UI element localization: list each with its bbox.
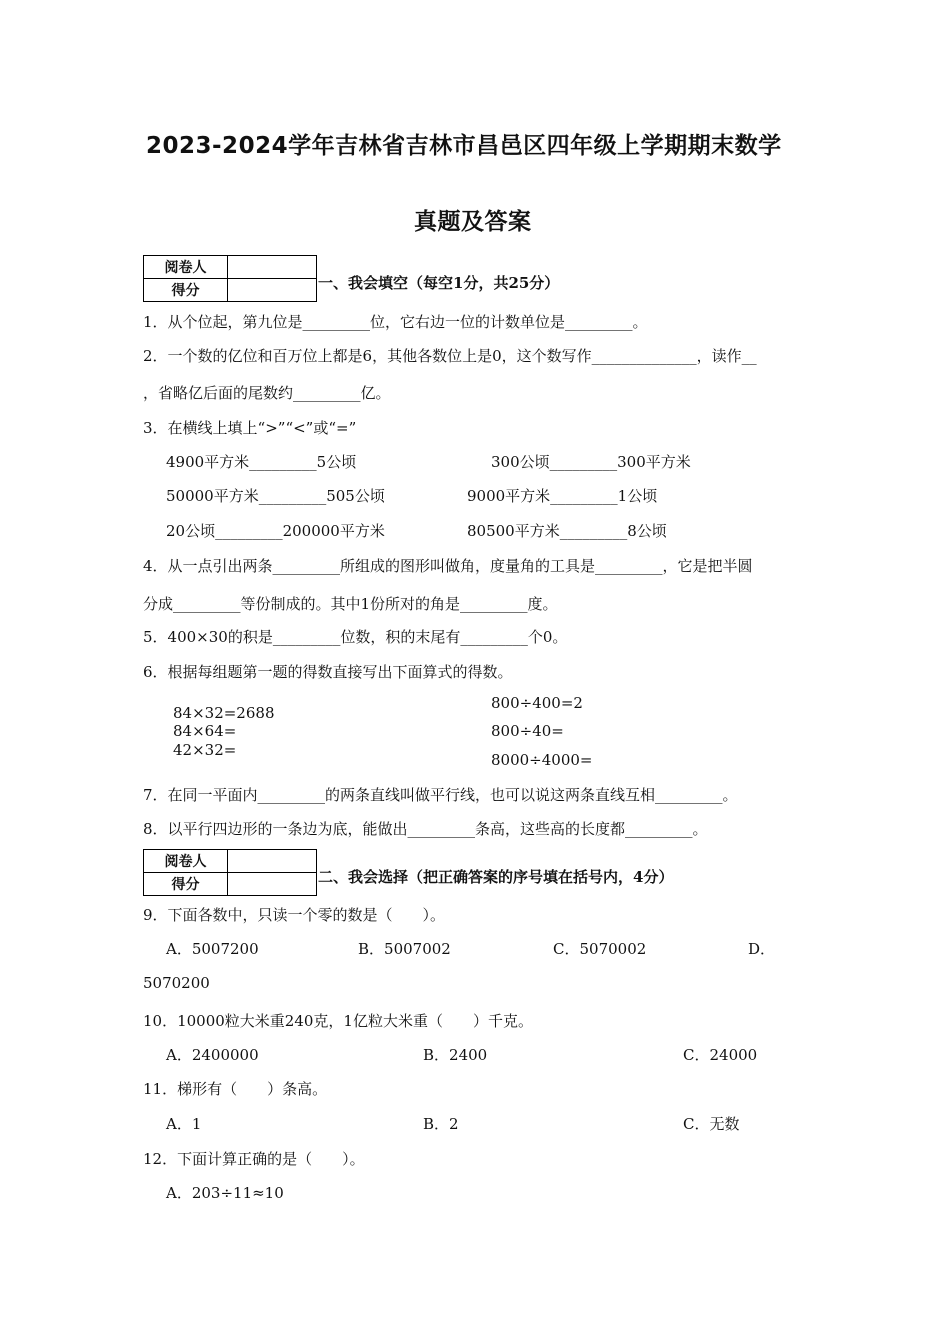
q6-left-item: 42×32= [173,741,237,759]
q12-option: A．203÷11≈10 [166,1184,284,1202]
reviewer-blank [228,256,317,279]
q11-option: C．无数 [683,1115,740,1133]
section-2-heading: 二、我会选择（把正确答案的序号填在括号内，4分） [318,868,674,886]
question-2-line1: 2．一个数的亿位和百万位上都是6，其他各数位上是0，这个数写作______________，读作__ [143,347,757,365]
q11-option: A．1 [166,1115,202,1133]
question-10: 10．10000粒大米重240克，1亿粒大米重（ ）千克。 [143,1012,533,1030]
section-1-heading: 一、我会填空（每空1分，共25分） [318,274,560,292]
q6-left-item: 84×64= [173,722,237,740]
q6-right-item: 800÷400=2 [491,694,583,712]
q3-item: 300公顷_________300平方米 [491,453,691,471]
question-4-line2: 分成_________等份制成的。其中1份所对的角是_________度。 [143,595,558,613]
page-title-line1: 2023-2024学年吉林省吉林市昌邑区四年级上学期期末数学 [146,133,782,159]
q9-option: D． [748,940,776,958]
q3-item: 9000平方米_________1公顷 [467,487,658,505]
q11-option: B．2 [423,1115,459,1133]
question-4-line1: 4．从一点引出两条_________所组成的图形叫做角，度量角的工具是_________，它是把半圆 [143,557,753,575]
question-12: 12．下面计算正确的是（ ）。 [143,1150,365,1168]
question-6: 6．根据每组题第一题的得数直接写出下面算式的得数。 [143,663,513,681]
question-11: 11．梯形有（ ）条高。 [143,1080,328,1098]
q3-item: 80500平方米_________8公顷 [467,522,667,540]
score-label: 得分 [144,873,228,896]
q9-option-wrap: 5070200 [143,974,210,992]
q10-option: B．2400 [423,1046,488,1064]
question-8: 8．以平行四边形的一条边为底，能做出_________条高，这些高的长度都_________。 [143,820,708,838]
q6-left-item: 84×32=2688 [173,704,275,722]
page-title-line2: 真题及答案 [414,209,532,235]
score-box [143,849,317,896]
question-7: 7．在同一平面内_________的两条直线叫做平行线，也可以说这两条直线互相_________。 [143,786,738,804]
q3-item: 4900平方米_________5公顷 [166,453,357,471]
q6-right-item: 8000÷4000= [491,751,593,769]
reviewer-label: 阅卷人 [144,256,228,279]
q3-item: 50000平方米_________505公顷 [166,487,385,505]
question-5: 5．400×30的积是_________位数，积的末尾有_________个0。 [143,628,568,646]
q10-option: A．2400000 [166,1046,259,1064]
score-blank [228,873,317,896]
reviewer-label: 阅卷人 [144,850,228,873]
reviewer-blank [228,850,317,873]
question-2-line2: ，省略亿后面的尾数约_________亿。 [143,384,391,402]
q3-item: 20公顷_________200000平方米 [166,522,385,540]
question-9: 9．下面各数中，只读一个零的数是（ ）。 [143,906,446,924]
q10-option: C．24000 [683,1046,758,1064]
q6-right-item: 800÷40= [491,722,564,740]
score-label: 得分 [144,279,228,302]
question-3: 3．在横线上填上“>”“<”或“=” [143,419,357,437]
score-box [143,255,317,302]
q9-option: C．5070002 [553,940,647,958]
question-1: 1．从个位起，第九位是_________位，它右边一位的计数单位是_________。 [143,313,648,331]
q9-option: A．5007200 [166,940,259,958]
q9-option: B．5007002 [358,940,451,958]
score-blank [228,279,317,302]
